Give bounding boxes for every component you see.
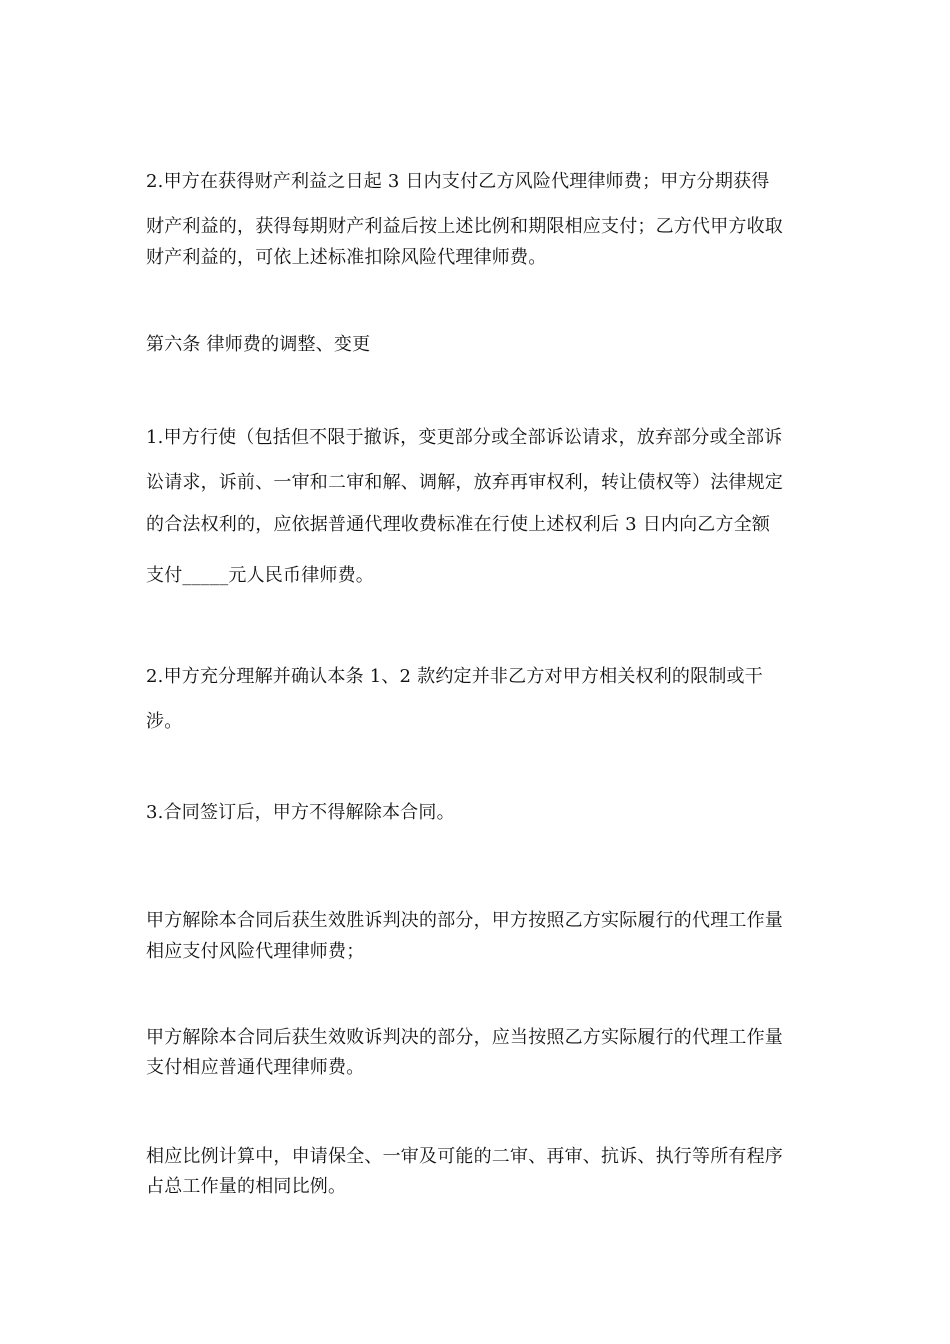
text-line: 支付相应普通代理律师费。 [146, 1057, 365, 1078]
text-line: 占总工作量的相同比例。 [146, 1176, 347, 1197]
text-line: 1.甲方行使（包括但不限于撤诉，变更部分或全部诉讼请求，放弃部分或全部诉 [146, 427, 783, 448]
text-line: 3.合同签订后，甲方不得解除本合同。 [146, 802, 455, 823]
text-line: 财产利益的，获得每期财产利益后按上述比例和期限相应支付；乙方代甲方收取 [146, 216, 783, 237]
text-line: 讼请求，诉前、一审和二审和解、调解，放弃再审权利，转让债权等）法律规定 [146, 472, 783, 493]
text-line: 2.甲方充分理解并确认本条 1、2 款约定并非乙方对甲方相关权利的限制或干 [146, 666, 763, 687]
text-line: 支付_____元人民币律师费。 [146, 565, 374, 586]
section-heading: 第六条 律师费的调整、变更 [146, 334, 371, 355]
text-line: 相应比例计算中，申请保全、一审及可能的二审、再审、抗诉、执行等所有程序 [146, 1146, 783, 1167]
text-line: 的合法权利的，应依据普通代理收费标准在行使上述权利后 3 日内向乙方全额 [146, 514, 771, 535]
text-line: 财产利益的，可依上述标准扣除风险代理律师费。 [146, 247, 547, 268]
text-line: 甲方解除本合同后获生效胜诉判决的部分，甲方按照乙方实际履行的代理工作量 [146, 910, 783, 931]
text-line: 甲方解除本合同后获生效败诉判决的部分，应当按照乙方实际履行的代理工作量 [146, 1027, 783, 1048]
text-line: 相应支付风险代理律师费； [146, 941, 365, 962]
text-line: 涉。 [146, 711, 183, 732]
text-line: 2.甲方在获得财产利益之日起 3 日内支付乙方风险代理律师费；甲方分期获得 [146, 171, 770, 192]
